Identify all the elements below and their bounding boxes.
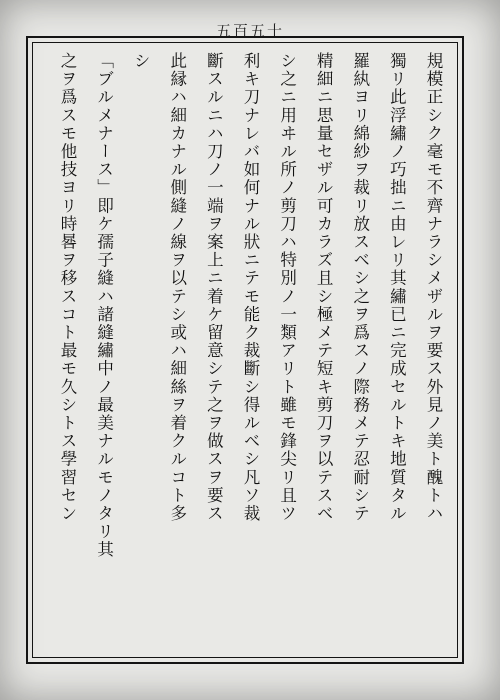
text-column-5: シ之ニ用ヰル所ノ剪刀ハ特別ノ一類アリト雖モ鋒尖リ且ツ [277,52,297,523]
text-column-8: 此縁ハ細カナル側縫ノ線ヲ以テシ或ハ細絲ヲ着クルコト多 [167,52,187,523]
text-column-6: 利キ刀ナレバ如何ナル狀ニテモ能ク裁斷シ得ルベシ凡ソ裁 [240,52,260,523]
text-column-11: 之ヲ爲スモ他技ヨリ時晷ヲ移スコト最モ久シトス學習セン [58,52,77,523]
vertical-text-block [52,52,448,656]
text-column-7: 斷スルニハ刀ノ一端ヲ案上ニ着ケ留意シテ之ヲ做スヲ要ス [204,52,224,523]
text-column-9: シ [131,52,151,71]
text-column-3: 羅紈ヨリ綿紗ヲ裁リ放スベシ之ヲ爲スノ際務メテ忍耐シテ [350,52,370,523]
text-column-4: 精細ニ思量セザル可カラズ且シ極メテ短キ剪刀ヲ以テスベ [314,52,334,523]
page-number: 五百五十 [215,22,284,40]
text-column-1: 規模正シク毫モ不齊ナラシメザルヲ要ス外見ノ美ト醜トハ [423,52,443,523]
text-column-2: 獨リ此浮繡ノ巧拙ニ由レリ其繡已ニ完成セルトキ地質タル [387,52,407,523]
text-column-10: 「ブルメナース」即ケ孺子縫ハ諸縫繡中ノ最美ナルモノタリ其 [94,52,114,559]
